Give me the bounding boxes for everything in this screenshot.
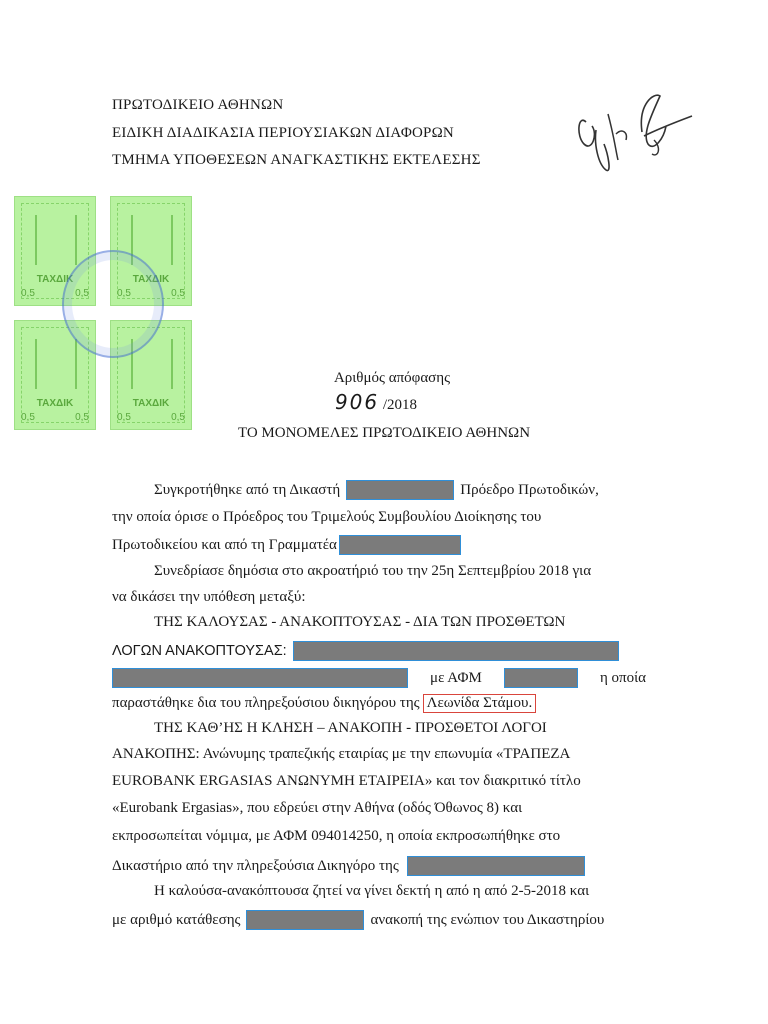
text-line: «Eurobank Ergasias», που εδρεύει στην Αθήνα (οδός Όθωνος 8) και: [112, 800, 523, 816]
text-line: Συνεδρίασε δημόσια στο ακροατήριό του την 25η Σεπτεμβρίου 2018 για: [154, 563, 592, 579]
fee-stamp: ΤΑΧΔΙΚ 0,5 0,5: [110, 320, 192, 430]
text-line: παραστάθηκε δια του πληρεξούσιου δικηγόρου της Λεωνίδα Στάμου.: [112, 694, 646, 713]
text-line: με ΑΦΜ η οποία: [112, 668, 646, 688]
text-line: Συγκροτήθηκε από τη Δικαστή Πρόεδρο Πρωτοδικών,: [112, 480, 646, 500]
redacted-name: [346, 480, 454, 500]
text-line: με αριθμό κατάθεσης ανακοπή της ενώπιον του Δικαστηρίου: [112, 910, 646, 930]
text-line: ΛΟΓΩΝ ΑΝΑΚΟΠΤΟΥΣΑΣ:: [112, 641, 646, 661]
text-line: ΤΗΣ ΚΑΘ’ΗΣ Η ΚΛΗΣΗ – ΑΝΑΚΟΠΗ - ΠΡΟΣΘΕΤΟΙ ΛΟΓΟΙ: [154, 720, 547, 736]
redacted-name: [293, 641, 619, 661]
department-name: ΤΜΗΜΑ ΥΠΟΘΕΣΕΩΝ ΑΝΑΓΚΑΣΤΙΚΗΣ ΕΚΤΕΛΕΣΗΣ: [112, 152, 481, 168]
redacted-name: [339, 535, 461, 555]
decision-number-line: [0, 390, 760, 414]
decision-number: 906: [334, 390, 380, 414]
text-line: εκπροσωπείται νόμιμα, με ΑΦΜ 094014250, η οποία εκπροσωπήθηκε στο: [112, 828, 561, 844]
court-seal: [62, 250, 164, 358]
redacted-filing-number: [246, 910, 364, 930]
handwritten-signature: [568, 74, 700, 184]
decision-label: Αριθμός απόφασης: [333, 370, 451, 386]
court-name: ΠΡΩΤΟΔΙΚΕΙΟ ΑΘΗΝΩΝ: [112, 97, 284, 113]
redacted-name: [407, 856, 585, 876]
lawyer-name: Λεωνίδα Στάμου.: [423, 694, 537, 713]
redacted-tax-id: [504, 668, 578, 688]
decision-year: /2018: [382, 397, 418, 413]
text-line: ΑΝΑΚΟΠΗΣ: Ανώνυμης τραπεζικής εταιρίας με την επωνυμία «ΤΡΑΠΕΖΑ: [112, 746, 571, 762]
procedure-name: ΕΙΔΙΚΗ ΔΙΑΔΙΚΑΣΙΑ ΠΕΡΙΟΥΣΙΑΚΩΝ ΔΙΑΦΟΡΩΝ: [112, 125, 454, 141]
redacted-name: [112, 668, 408, 688]
text-line: Η καλούσα-ανακόπτουσα ζητεί να γίνει δεκτή η από η από 2-5-2018 και: [154, 883, 590, 899]
text-line: ΤΗΣ ΚΑΛΟΥΣΑΣ - ΑΝΑΚΟΠΤΟΥΣΑΣ - ΔΙΑ ΤΩΝ ΠΡΟΣΘΕΤΩΝ: [154, 614, 566, 630]
text-line: Δικαστήριο από την πληρεξούσια Δικηγόρο της: [112, 856, 646, 876]
fee-stamp: ΤΑΧΔΙΚ 0,5 0,5: [14, 320, 96, 430]
text-line: την οποία όρισε ο Πρόεδρος του Τριμελούς Συμβουλίου Διοίκησης του: [112, 509, 542, 525]
fee-stamp: ΤΑΧΔΙΚ 0,5 0,5: [110, 196, 192, 306]
text-line: EUROBANK ERGASIAS ΑΝΩΝΥΜΗ ΕΤΑΙΡΕΙΑ» και τον διακριτικό τίτλο: [112, 773, 581, 789]
text-line: να δικάσει την υπόθεση μεταξύ:: [112, 589, 306, 605]
text-line: Πρωτοδικείου και από τη Γραμματέα: [112, 535, 646, 555]
court-title: ΤΟ ΜΟΝΟΜΕΛΕΣ ΠΡΩΤΟΔΙΚΕΙΟ ΑΘΗΝΩΝ: [237, 425, 531, 441]
fee-stamp: ΤΑΧΔΙΚ 0,5 0,5: [14, 196, 96, 306]
